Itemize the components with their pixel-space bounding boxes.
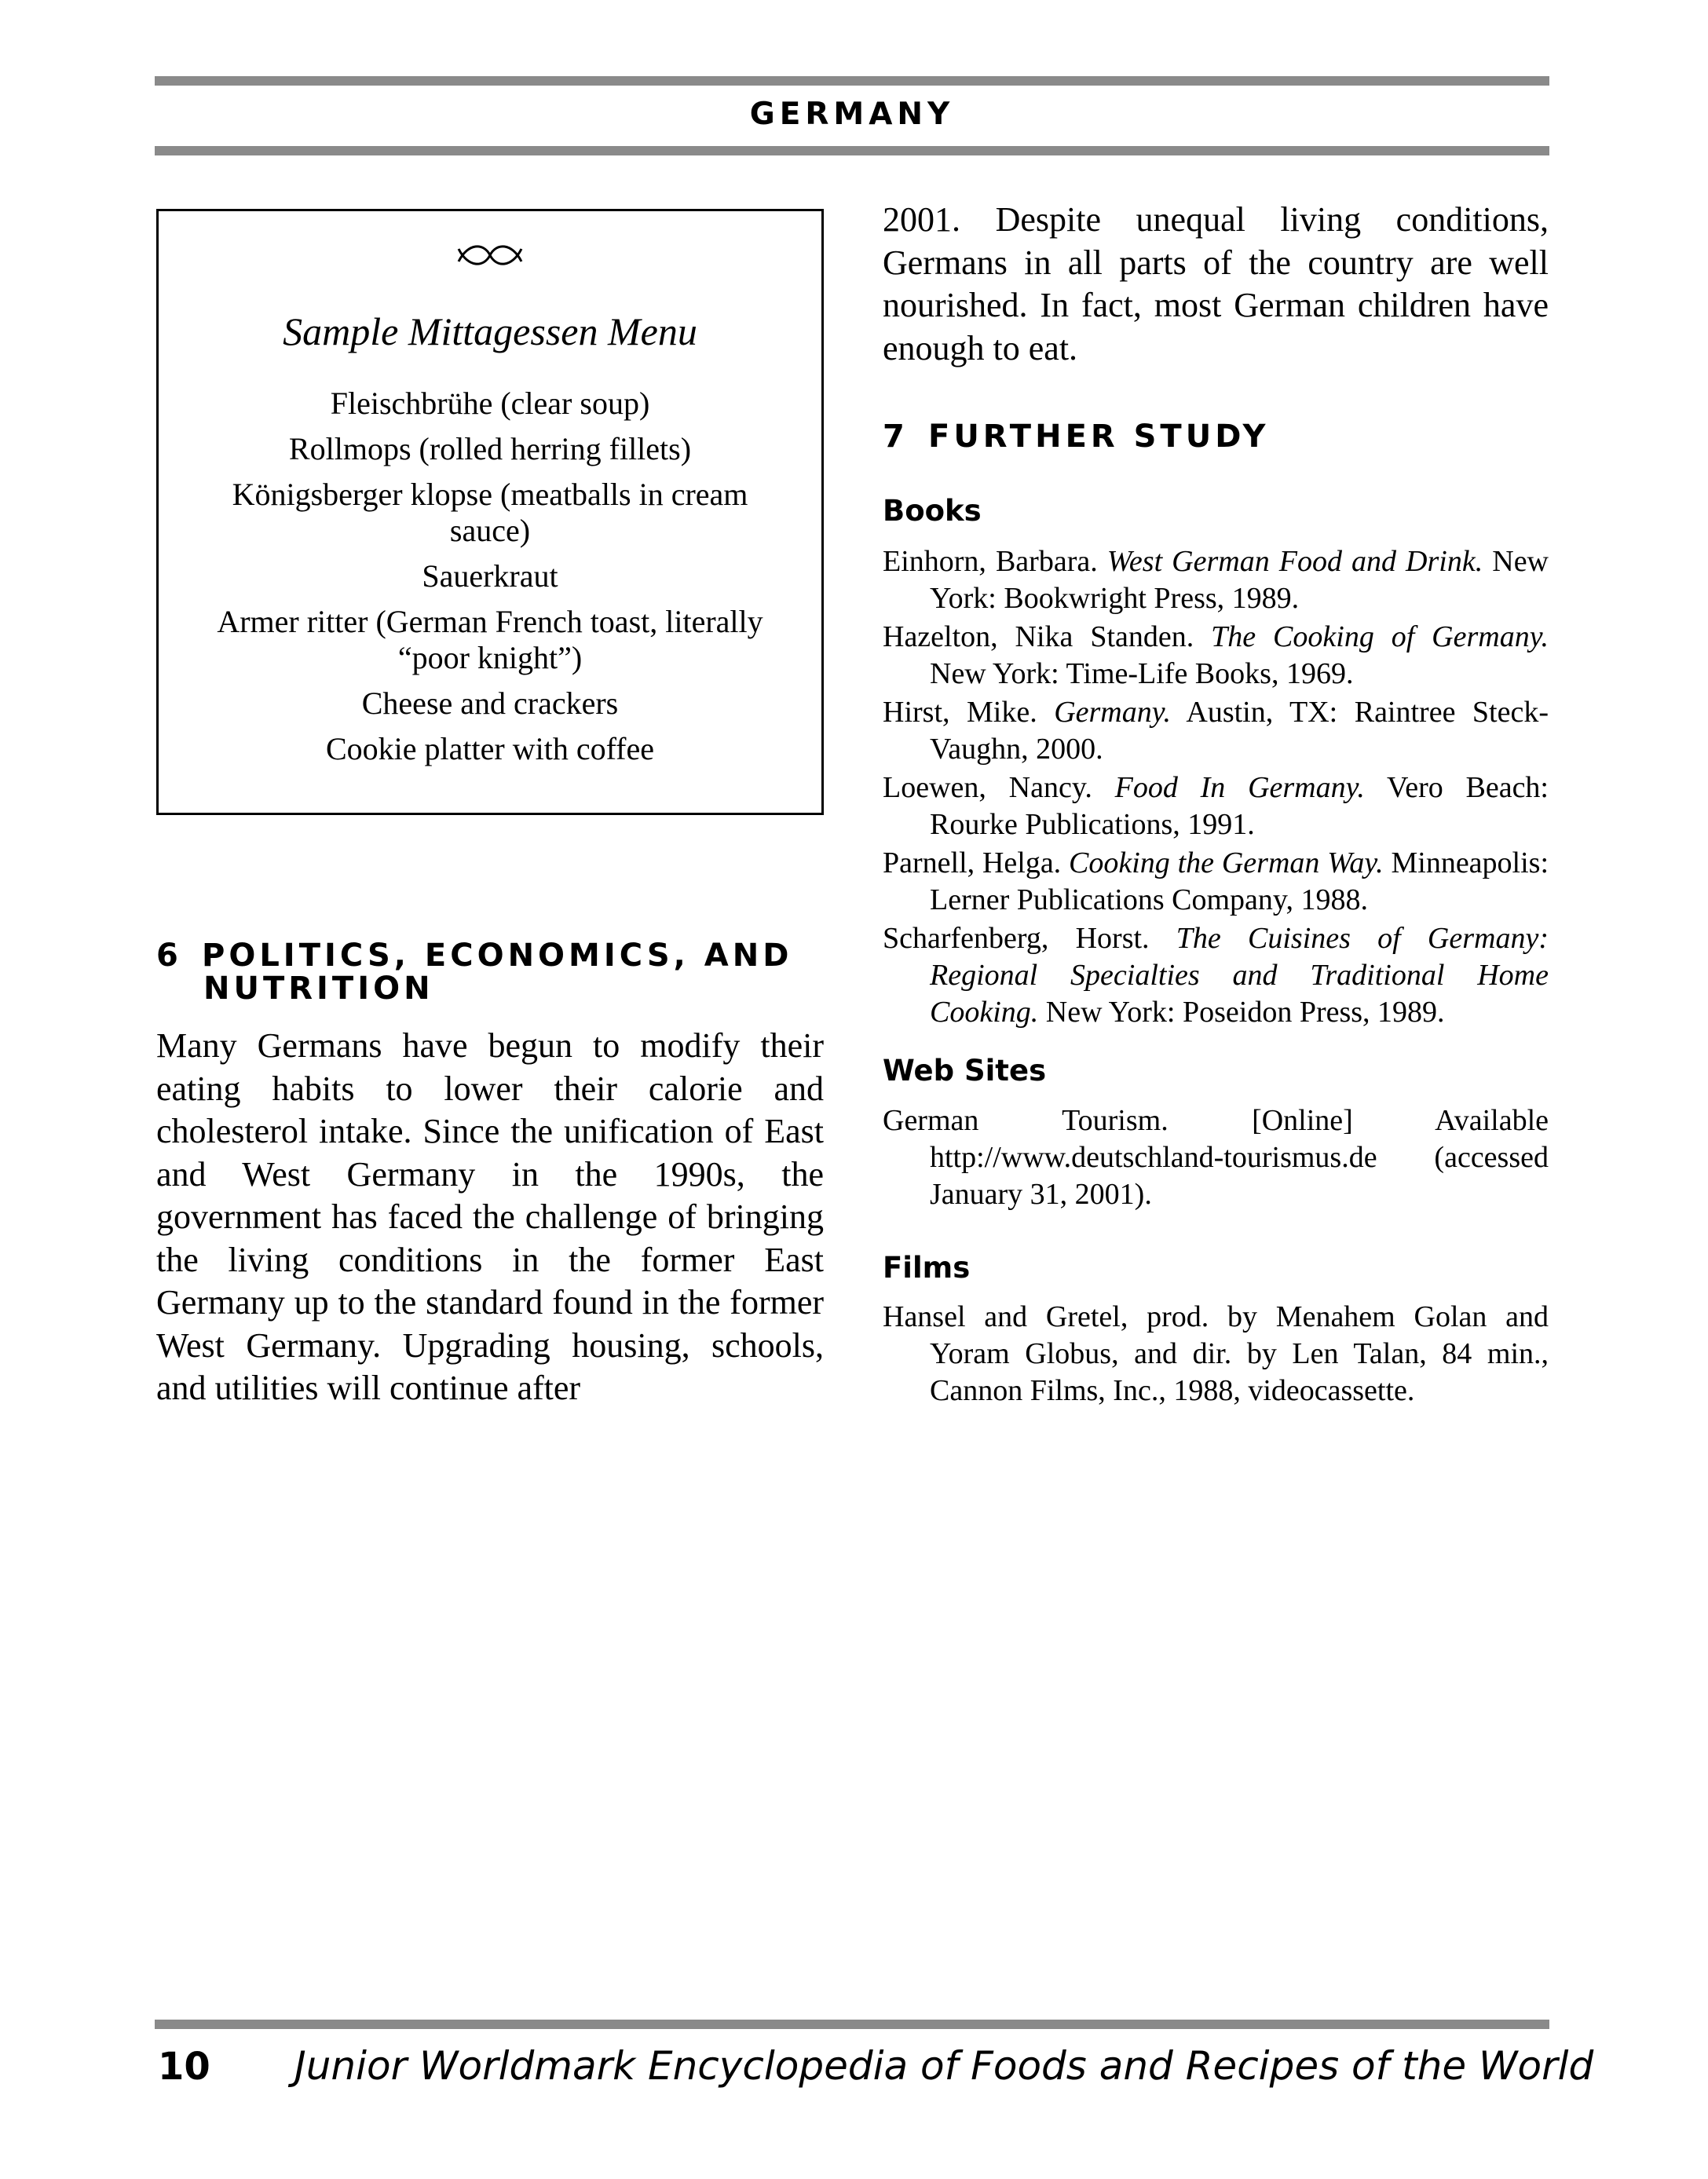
section-number: 6: [156, 938, 182, 974]
websites-heading: Web Sites: [883, 1054, 1047, 1088]
book-title: Germany.: [1054, 696, 1171, 729]
book-title-footer: Junior Worldmark Encyclopedia of Foods and Recipes of the World: [294, 2043, 1594, 2089]
ornament-icon: [159, 239, 821, 275]
section-6-heading: [156, 939, 832, 1005]
book-author: Loewen, Nancy.: [883, 771, 1092, 804]
films-list: [883, 1299, 1549, 1411]
book-publisher: New York: Time-Life Books, 1969.: [930, 657, 1354, 690]
book-title: West German Food and Drink.: [1106, 545, 1483, 578]
header-rule-bottom: [155, 146, 1549, 155]
book-title: Cooking the German Way.: [1069, 846, 1384, 879]
film-entry: Hansel and Gretel, prod. by Menahem Golan and Yoram Globus, and dir. by Len Talan, 84 min., Cannon Films, Inc., 1988, videocassette.: [883, 1300, 1549, 1407]
book-publisher: Vero Beach: Rourke Publications, 1991.: [930, 771, 1549, 841]
menu-item: Cookie platter with coffee: [325, 731, 654, 766]
menu-item: Sauerkraut: [422, 558, 558, 594]
book-author: Hazelton, Nika Standen.: [883, 620, 1194, 653]
section-number: 7: [883, 419, 909, 455]
book-entry: [883, 694, 1549, 768]
header-rule-top: [155, 76, 1549, 86]
book-publisher: New York: Poseidon Press, 1989.: [1045, 996, 1445, 1029]
book-author: Einhorn, Barbara.: [883, 545, 1098, 578]
menu-list: [206, 386, 774, 777]
sample-menu-box: [156, 209, 824, 815]
page-number: 10: [158, 2045, 210, 2089]
menu-item: Armer ritter (German French toast, literally “poor knight”): [217, 604, 763, 675]
book-author: Scharfenberg, Horst.: [883, 922, 1150, 955]
section-6-body: Many Germans have begun to modify their eating habits to lower their calorie and cholesterol intake. Since the unification of East and West Germany in the 1990s, the government has faced the challenge of bringing the living conditions in the former East Germany up to the standard found in the former West Germany. Upgrading housing, schools, and utilities will continue after: [156, 1026, 824, 1407]
books-heading: Books: [883, 494, 982, 528]
menu-item: Königsberger klopse (meatballs in cream sauce): [232, 477, 748, 548]
book-entry: [883, 845, 1549, 919]
book-entry: [883, 619, 1549, 693]
menu-item: Fleischbrühe (clear soup): [330, 386, 650, 421]
section-title: FURTHER STUDY: [928, 419, 1270, 455]
book-publisher: New York: Bookwright Press, 1989.: [930, 545, 1549, 615]
films-heading: Films: [883, 1251, 971, 1285]
book-publisher: Austin, TX: Raintree Steck-Vaughn, 2000.: [930, 696, 1549, 766]
footer-rule: [155, 2020, 1549, 2029]
section-7-heading: [883, 420, 1558, 453]
menu-item: Cheese and crackers: [361, 686, 619, 721]
section-title-line1: POLITICS, ECONOMICS, AND: [202, 938, 793, 974]
book-entry: [883, 543, 1549, 617]
book-title: The Cuisines of Germany: Regional Specialties and Traditional Home Cooking.: [930, 922, 1549, 1029]
book-author: Hirst, Mike.: [883, 696, 1037, 729]
book-title: Food In Germany.: [1114, 771, 1365, 804]
menu-item: Rollmops (rolled herring fillets): [288, 431, 692, 466]
book-publisher: Minneapolis: Lerner Publications Company, 1988.: [930, 846, 1549, 916]
books-list: [883, 543, 1549, 1033]
book-entry: [883, 770, 1549, 843]
menu-title: Sample Mittagessen Menu: [283, 309, 697, 353]
websites-list: [883, 1102, 1549, 1215]
book-author: Parnell, Helga.: [883, 846, 1062, 879]
continued-paragraph: 2001. Despite unequal living conditions, Germans in all parts of the country are well nourished. In fact, most German children have enough to eat.: [883, 200, 1549, 367]
book-entry: [883, 920, 1549, 1031]
book-title: The Cooking of Germany.: [1211, 620, 1549, 653]
website-entry: German Tourism. [Online] Available http://www.deutschland-tourismus.de (accessed January 31, 2001).: [883, 1104, 1549, 1211]
running-head: GERMANY: [749, 97, 955, 132]
section-title-line2: NUTRITION: [203, 971, 434, 1007]
